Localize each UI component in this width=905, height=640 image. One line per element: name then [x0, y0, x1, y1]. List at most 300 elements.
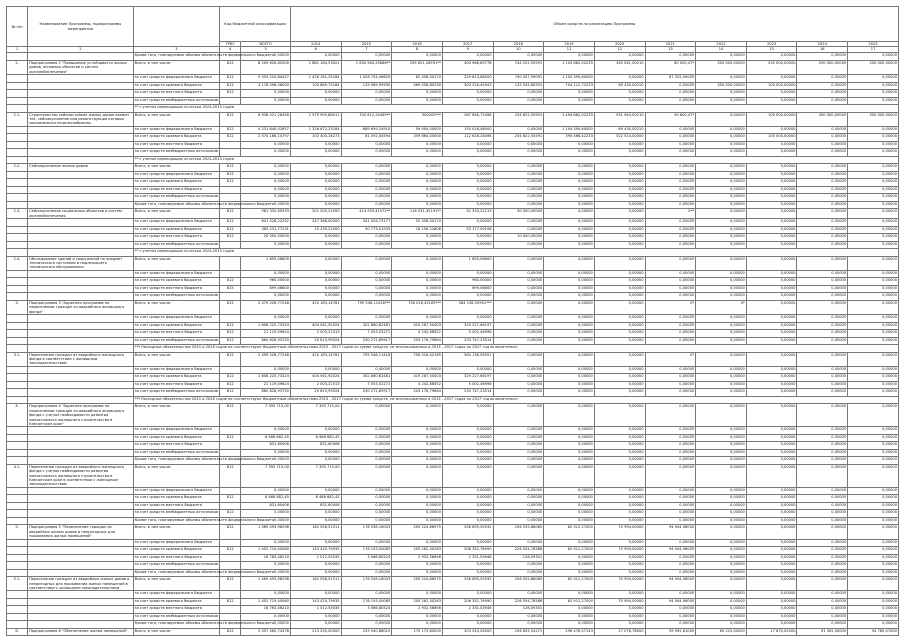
- row-year-value: 0,00000: [797, 442, 848, 450]
- column-number: 16: [797, 47, 848, 53]
- row-year-value: 0,00000: [594, 164, 645, 172]
- row-funding-source: Всего, в том числе:: [133, 525, 220, 539]
- row-year-value: 0,00000: [696, 374, 747, 382]
- row-year-value: 420 183,14781: [290, 352, 341, 366]
- row-year-value: 0,00000: [746, 179, 797, 187]
- row-year-value: 0,00000: [493, 226, 544, 234]
- column-number: 17: [848, 47, 899, 53]
- row-grbs: 812: [220, 464, 241, 487]
- row-year-value: 203 543,54000: [442, 628, 493, 636]
- row-year-value: 0,00000: [696, 226, 747, 234]
- row-year-value: 209 224,86975: [392, 577, 443, 591]
- row-year-value: 0,00000: [493, 569, 544, 577]
- row-year-value: 0,00000: [797, 315, 848, 323]
- row-year-value: 179 173,60000: [392, 628, 443, 636]
- table-row: [7, 487, 899, 495]
- row-grbs: 812: [220, 434, 241, 442]
- row-year-value: 102 400,16273: [290, 134, 341, 142]
- row-year-value: 0,00000: [442, 517, 493, 525]
- row-year-value: 0,00000: [442, 90, 493, 98]
- row-year-value: 0,00000: [290, 427, 341, 435]
- row-year-value: 0,00000: [341, 97, 392, 105]
- row-year-value: 0,00000: [594, 75, 645, 83]
- row-year-value: 359 864,00000: [392, 134, 443, 142]
- row-year-value: 0,00000: [746, 547, 797, 555]
- row-year-value: 0,00000: [544, 495, 595, 503]
- row-year-value: 0,00000: [746, 330, 797, 338]
- row-year-value: 0,00000: [746, 487, 797, 495]
- row-year-value: 94 944,98000: [645, 547, 696, 555]
- row-year-value: 213 250,00000: [290, 628, 341, 636]
- row-year-value: 0,00000: [341, 256, 392, 270]
- row-year-value: 350 000,00000: [696, 60, 747, 74]
- row-year-value: 0,00000: [746, 53, 797, 61]
- row-year-value: 0,00000: [645, 278, 696, 286]
- row-year-value: 0,00000: [392, 434, 443, 442]
- row-year-value: 0,00000: [544, 337, 595, 345]
- row-year-value: 0,00000: [544, 606, 595, 614]
- header-name: Наименование Программы, подпрограммы мероприятия: [28, 7, 134, 47]
- row-number: 2.2.: [7, 164, 28, 172]
- row-year-value: 0,00000: [594, 427, 645, 435]
- row-year-value: 2 003,21013: [290, 381, 341, 389]
- row-year-value: 0,00000: [645, 495, 696, 503]
- row-year-value: 0,00000: [544, 434, 595, 442]
- table-row: [7, 404, 899, 427]
- row-number: 3.: [7, 300, 28, 314]
- header-year: 2014: [290, 42, 341, 47]
- row-program-name: [28, 226, 134, 234]
- row-total-value: 0,00000: [241, 270, 291, 278]
- header-year: 2015: [341, 42, 392, 47]
- row-year-value: 20 615,99524: [290, 337, 341, 345]
- row-total-value: 16 763,46210: [241, 554, 291, 562]
- row-year-value: 0,00000: [746, 539, 797, 547]
- row-year-value: 0,00000: [848, 226, 899, 234]
- row-grbs: 812: [220, 219, 241, 227]
- row-program-name: [28, 613, 134, 621]
- row-year-value: 0,00000: [696, 569, 747, 577]
- row-funding-source: за счет средств краевого бюджета: [133, 374, 220, 382]
- row-program-name: [28, 241, 134, 249]
- row-year-value: 0,00000: [848, 322, 899, 330]
- row-program-name: [28, 322, 134, 330]
- column-number: 3: [133, 47, 220, 53]
- row-year-value: 0,00000: [797, 525, 848, 539]
- row-year-value: 960,00000: [442, 278, 493, 286]
- row-year-value: 0,00000: [848, 134, 899, 142]
- row-year-value: 116 531,35191**: [392, 209, 443, 219]
- row-year-value: 0,00000: [848, 300, 899, 314]
- row-year-value: 0,00000: [645, 82, 696, 90]
- row-year-value: 0,00000: [645, 517, 696, 525]
- row-year-value: 0,00000: [544, 201, 595, 209]
- row-year-value: 3 566,80524: [341, 554, 392, 562]
- row-year-value: 1 634 964,25666**: [341, 60, 392, 74]
- row-year-value: 390 466,42233: [544, 134, 595, 142]
- row-total-value: 8 209 626,82000: [241, 60, 291, 74]
- row-funding-source: Всего, в том числе:: [133, 464, 220, 487]
- row-year-value: 0,00000: [645, 554, 696, 562]
- row-year-value: 0,00000: [493, 278, 544, 286]
- row-year-value: 0,00000: [493, 256, 544, 270]
- row-number: [7, 598, 28, 606]
- row-year-value: 414 933,41072**: [341, 209, 392, 219]
- row-year-value: 0,00000: [645, 427, 696, 435]
- row-funding-source: за счет средств местного бюджета: [133, 90, 220, 98]
- row-year-value: 0,00000: [442, 366, 493, 374]
- row-year-value: 0,00000: [392, 278, 443, 286]
- row-number: [7, 449, 28, 457]
- row-grbs: [220, 241, 241, 249]
- row-program-name: [28, 53, 134, 61]
- row-year-value: 0,00000: [392, 366, 443, 374]
- row-year-value: 0,00000: [594, 562, 645, 570]
- row-number: [7, 554, 28, 562]
- row-year-value: 0,00000: [696, 234, 747, 242]
- row-year-value: 302 860,62481: [341, 322, 392, 330]
- row-year-value: 50 773,01935: [341, 226, 392, 234]
- row-year-value: 0,00000: [746, 449, 797, 457]
- row-year-value: 0,00000: [645, 97, 696, 105]
- row-year-value: 70 994,00000: [594, 598, 645, 606]
- table-row: [7, 149, 899, 157]
- row-funding-source: за счет средств федерального бюджета: [133, 427, 220, 435]
- column-number: 2: [28, 47, 134, 53]
- row-year-value: 0,00000: [392, 591, 443, 599]
- row-year-value: 0,00000: [493, 427, 544, 435]
- row-total-value: 0,00000: [241, 241, 291, 249]
- row-year-value: 0,00000: [696, 525, 747, 539]
- row-year-value: 0,00000: [848, 209, 899, 219]
- row-grbs: 812: [220, 171, 241, 179]
- column-number: 6: [290, 47, 341, 53]
- header-year: 2024: [797, 42, 848, 47]
- row-year-value: 1 104 862,02233: [544, 60, 595, 74]
- row-year-value: 0,00000: [341, 53, 392, 61]
- row-number: [7, 366, 28, 374]
- row-funding-source: за счет средств краевого бюджета: [133, 547, 220, 555]
- row-grbs: [220, 606, 241, 614]
- row-grbs: 815: [220, 285, 241, 293]
- row-grbs: 812: [220, 278, 241, 286]
- row-year-value: 0,00000: [341, 613, 392, 621]
- row-year-value: 0,00000: [746, 322, 797, 330]
- row-year-value: 0,00000: [594, 149, 645, 157]
- row-total-value: 4 231 840,02657: [241, 126, 291, 134]
- row-funding-source: за счет средств краевого бюджета: [133, 179, 220, 187]
- header-num: № п/п: [7, 7, 28, 47]
- row-program-name: [28, 389, 134, 397]
- row-year-value: 0,00000: [797, 82, 848, 90]
- row-year-value: 0,00000: [442, 293, 493, 301]
- row-year-value: 0,00000: [544, 53, 595, 61]
- row-year-value: 0,00000: [392, 270, 443, 278]
- row-number: [7, 241, 28, 249]
- row-year-value: 350 000,00000: [696, 82, 747, 90]
- row-year-value: 0,00000: [848, 126, 899, 134]
- row-year-value: 0,00000: [848, 598, 899, 606]
- row-grbs: [220, 270, 241, 278]
- row-total-value: 1 469 493,96298: [241, 577, 291, 591]
- row-funding-source: ** с учетом переходящих остатков 2014-2015 годов: [133, 249, 898, 257]
- row-year-value: 0,00000: [746, 186, 797, 194]
- row-total-value: 21 119,09624: [241, 381, 291, 389]
- row-year-value: 0,00000: [848, 82, 899, 90]
- header-year: 2016: [392, 42, 443, 47]
- row-year-value: 60 000,47*: [645, 60, 696, 74]
- row-funding-source: Всего, в том числе:: [133, 628, 220, 636]
- row-year-value: 0,00000: [696, 241, 747, 249]
- row-year-value: 0,00000: [746, 591, 797, 599]
- row-year-value: 0,00000: [746, 270, 797, 278]
- row-year-value: 0,00000: [493, 171, 544, 179]
- row-program-name: Подпрограмма 2 "Повышение устойчивости жилых домов, основных объектов и систем жизнеобеспечения": [28, 60, 134, 74]
- row-year-value: 0,00000: [493, 621, 544, 629]
- row-year-value: 0,00000: [594, 300, 645, 314]
- row-year-value: 0,00000: [594, 90, 645, 98]
- row-year-value: 0,00000: [594, 322, 645, 330]
- row-year-value: 0,00000: [645, 442, 696, 450]
- row-year-value: 0,00000: [290, 285, 341, 293]
- row-year-value: 233 747,23514: [442, 389, 493, 397]
- row-funding-source: за счет средств краевого бюджета: [133, 278, 220, 286]
- row-year-value: 0,00000: [797, 330, 848, 338]
- row-year-value: 404 561,92024: [290, 322, 341, 330]
- row-year-value: 0,00000: [594, 330, 645, 338]
- row-year-value: 0,00000: [645, 562, 696, 570]
- row-funding-source: Кроме того, планируемые объемы обязательств федерального бюджета: [133, 517, 220, 525]
- row-year-value: 0,00000: [645, 179, 696, 187]
- row-year-value: 0,00000: [645, 330, 696, 338]
- row-year-value: 0,00000: [442, 539, 493, 547]
- row-year-value: 0,00000: [746, 256, 797, 270]
- row-grbs: 812: [220, 112, 241, 126]
- row-number: [7, 75, 28, 83]
- row-program-name: [28, 293, 134, 301]
- row-year-value: 0,00000: [797, 256, 848, 270]
- row-year-value: 0,00000: [392, 510, 443, 518]
- row-year-value: 0,00000: [594, 442, 645, 450]
- row-year-value: 0,00000: [848, 330, 899, 338]
- row-year-value: 0,00000: [746, 427, 797, 435]
- row-year-value: 0,00000: [594, 434, 645, 442]
- row-year-value: 0,00000: [848, 194, 899, 202]
- row-year-value: 0,00000: [544, 90, 595, 98]
- row-year-value: 0,00000: [544, 517, 595, 525]
- row-year-value: 689 699,24910: [341, 126, 392, 134]
- row-year-value: 0,00000: [797, 562, 848, 570]
- row-year-value: 0,00000: [645, 502, 696, 510]
- row-number: 4.1.: [7, 464, 28, 487]
- row-total-value: 1 452 719,40060: [241, 598, 291, 606]
- row-year-value: 0,00000: [493, 449, 544, 457]
- row-year-value: 0,00000: [392, 562, 443, 570]
- row-year-value: 0,00000: [797, 141, 848, 149]
- row-funding-source: Всего, в том числе:: [133, 300, 220, 314]
- row-year-value: 0,00000: [696, 434, 747, 442]
- row-number: [7, 427, 28, 435]
- row-year-value: 0,00000: [442, 186, 493, 194]
- row-year-value: 0,00000: [442, 569, 493, 577]
- row-program-name: [28, 517, 134, 525]
- row-total-value: 0,00000: [241, 487, 291, 495]
- row-year-value: 2 003,21013: [290, 330, 341, 338]
- row-grbs: 812: [220, 374, 241, 382]
- table-row: [7, 352, 899, 366]
- row-year-value: 0,00000: [696, 278, 747, 286]
- row-year-value: 0,00000: [392, 621, 443, 629]
- row-year-value: 0,00000: [594, 97, 645, 105]
- row-year-value: 0,00000: [594, 53, 645, 61]
- row-year-value: 0,00000: [746, 598, 797, 606]
- row-year-value: 0,00000: [493, 330, 544, 338]
- row-year-value: 0,00000: [746, 219, 797, 227]
- row-grbs: 812: [220, 164, 241, 172]
- row-year-value: 0,00000: [493, 434, 544, 442]
- row-year-value: 0,00000: [797, 97, 848, 105]
- row-year-value: 0,00000: [341, 293, 392, 301]
- row-program-name: [28, 330, 134, 338]
- row-year-value: 0,00000: [645, 234, 696, 242]
- row-year-value: 6 466 682,45: [290, 434, 341, 442]
- row-year-value: 0,00000: [797, 171, 848, 179]
- row-year-value: 296 476,57143: [544, 628, 595, 636]
- row-number: [7, 613, 28, 621]
- row-year-value: 0,00000: [442, 427, 493, 435]
- row-year-value: 234 622,55591: [493, 112, 544, 126]
- row-year-value: 756 016,42165: [392, 352, 443, 366]
- row-program-name: Переселение граждан из аварийного жилищного фонда в соответствии с жилищным законодательством: [28, 352, 134, 366]
- row-program-name: [28, 141, 134, 149]
- table-row: [7, 510, 899, 518]
- row-year-value: 0,00000: [341, 366, 392, 374]
- row-grbs: 812: [220, 134, 241, 142]
- row-year-value: 0,00000: [696, 547, 747, 555]
- row-funding-source: за счет средств внебюджетных источников: [133, 510, 220, 518]
- row-year-value: 226 554,78586: [493, 547, 544, 555]
- row-program-name: [28, 381, 134, 389]
- row-year-value: 0,00000: [696, 90, 747, 98]
- row-year-value: 0,00000: [696, 285, 747, 293]
- row-year-value: 0,00000: [696, 164, 747, 172]
- row-year-value: 0,00000: [392, 53, 443, 61]
- row-year-value: 700 612,24469**: [341, 112, 392, 126]
- row-year-value: 0,00000: [392, 457, 443, 465]
- row-year-value: 0,00000: [493, 53, 544, 61]
- row-year-value: 143 420,79935: [290, 598, 341, 606]
- row-year-value: 795 546,11418: [341, 352, 392, 366]
- row-year-value: 0,00000: [544, 427, 595, 435]
- row-year-value: 0,00000: [797, 226, 848, 234]
- row-year-value: 0,00000: [544, 171, 595, 179]
- row-year-value: 233 747,23514: [442, 337, 493, 345]
- row-year-value: 234 622,55591: [493, 134, 544, 142]
- row-total-value: 0,00000: [241, 591, 291, 599]
- row-year-value: 0,00000: [594, 209, 645, 219]
- row-grbs: 812: [220, 404, 241, 427]
- row-year-value: 0,00000: [696, 517, 747, 525]
- row-year-value: 0,00000: [848, 256, 899, 270]
- row-year-value: 0,00000: [442, 234, 493, 242]
- row-year-value: 0,00000: [594, 293, 645, 301]
- row-funding-source: за счет средств федерального бюджета: [133, 539, 220, 547]
- table-row: [7, 300, 899, 314]
- row-year-value: 0,00000: [746, 613, 797, 621]
- row-program-name: [28, 434, 134, 442]
- row-funding-source: за счет средств внебюджетных источников: [133, 241, 220, 249]
- row-program-name: [28, 598, 134, 606]
- row-year-value: 0,00000: [290, 241, 341, 249]
- row-year-value: 0,00000: [594, 201, 645, 209]
- row-year-value: 0,00000: [493, 517, 544, 525]
- row-year-value: 500 000,00000: [848, 112, 899, 126]
- row-year-value: 0,00000: [645, 256, 696, 270]
- table-row: [7, 396, 899, 404]
- row-year-value: 0,00000: [493, 404, 544, 427]
- row-year-value: 0,00000: [746, 374, 797, 382]
- row-grbs: [220, 194, 241, 202]
- row-year-value: 0,00000: [290, 278, 341, 286]
- row-grbs: 812: [220, 126, 241, 134]
- row-year-value: 70 994,00000: [594, 525, 645, 539]
- table-row: [7, 449, 899, 457]
- row-year-value: 0,00000: [645, 270, 696, 278]
- row-total-value: 641 528,22252: [241, 219, 291, 227]
- row-year-value: 62 912,27000: [544, 547, 595, 555]
- row-year-value: 329 227,66197: [442, 374, 493, 382]
- row-year-value: 0,00000: [493, 164, 544, 172]
- row-year-value: 0,00000: [392, 502, 443, 510]
- row-funding-source: за счет средств внебюджетных источников: [133, 293, 220, 301]
- row-year-value: 0,00000: [848, 285, 899, 293]
- row-year-value: 201 200,22000: [290, 209, 341, 219]
- row-year-value: 0,00000: [341, 517, 392, 525]
- row-year-value: 0,00000: [848, 547, 899, 555]
- row-year-value: 0,00000: [290, 53, 341, 61]
- row-grbs: 812: [220, 226, 241, 234]
- row-number: [7, 547, 28, 555]
- row-year-value: 0,00000: [746, 209, 797, 219]
- row-year-value: 59 992,61000: [645, 628, 696, 636]
- row-year-value: 0,00000: [797, 219, 848, 227]
- row-year-value: 0,00000: [544, 293, 595, 301]
- row-total-value: 0,00000: [241, 141, 291, 149]
- row-year-value: 59 000,00000: [392, 126, 443, 134]
- row-year-value: 0,00000: [442, 449, 493, 457]
- row-year-value: 0,00000: [797, 502, 848, 510]
- row-year-value: 0,00000: [645, 285, 696, 293]
- row-year-value: 0,00000: [696, 539, 747, 547]
- header-year: 2020: [594, 42, 645, 47]
- row-year-value: 91 305,00000: [797, 628, 848, 636]
- row-year-value: 0,00000: [848, 510, 899, 518]
- row-year-value: 0,00000: [493, 495, 544, 503]
- row-year-value: 0,00000: [645, 241, 696, 249]
- row-year-value: 0,00000: [645, 226, 696, 234]
- row-program-name: Подпрограмма 6 "Обеспечение жилых помещений": [28, 628, 134, 636]
- row-year-value: 0,00000: [544, 449, 595, 457]
- row-year-value: 0,00000: [746, 621, 797, 629]
- row-year-value: 226 554,78586: [493, 598, 544, 606]
- row-year-value: 0,00000: [696, 194, 747, 202]
- row-year-value: 0,00000: [848, 278, 899, 286]
- row-total-value: 1 469 493,96298: [241, 525, 291, 539]
- row-year-value: 0,00000: [544, 322, 595, 330]
- row-grbs: [220, 591, 241, 599]
- row-number: [7, 502, 28, 510]
- row-year-value: 0,00000: [392, 569, 443, 577]
